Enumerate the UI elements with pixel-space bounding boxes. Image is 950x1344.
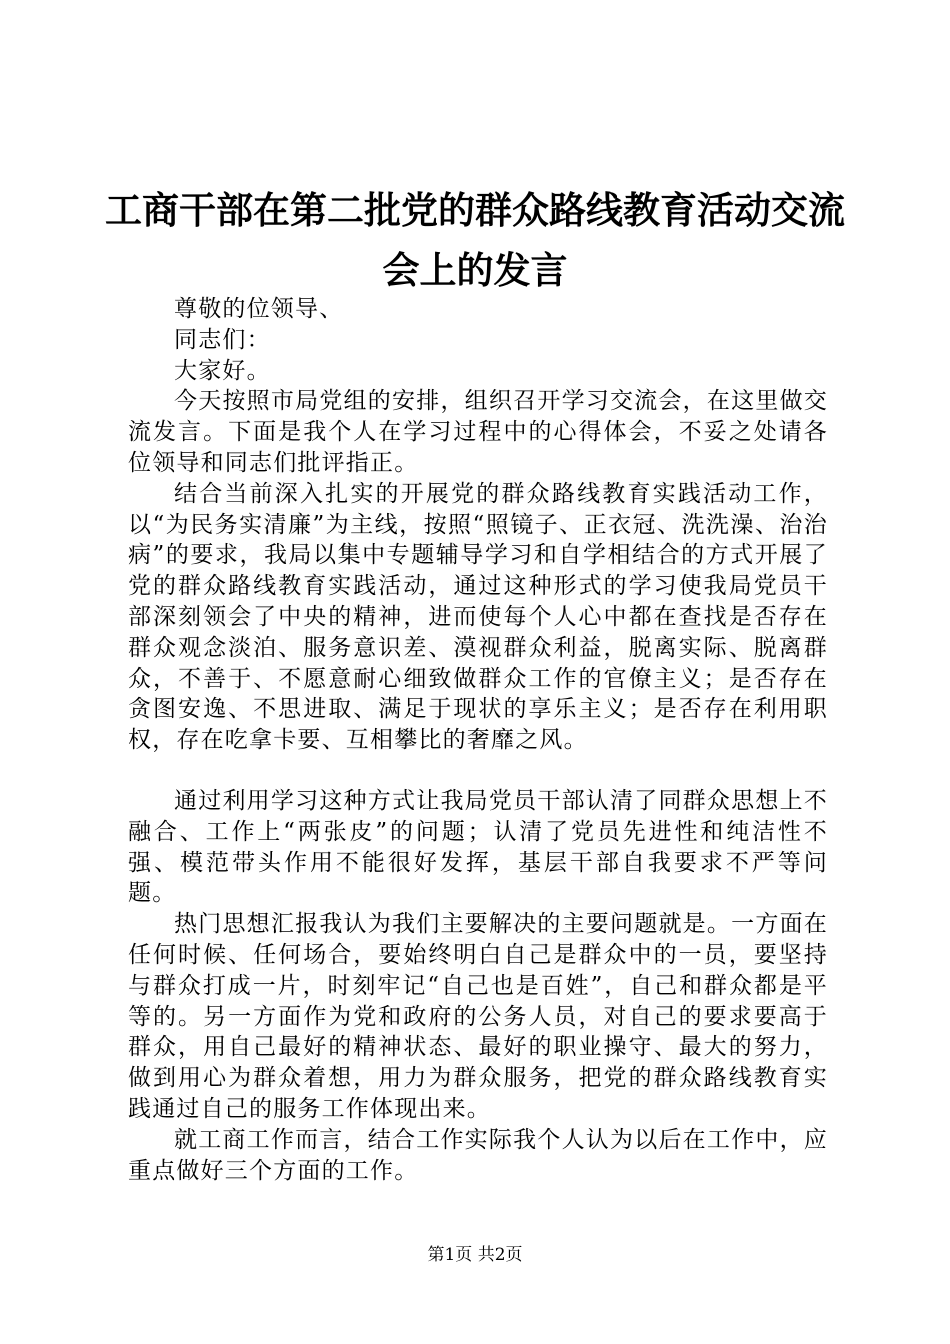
salutation-comrades: 同志们： [174, 326, 271, 353]
paragraph-intro: 今天按照市局党组的安排，组织召开学习交流会，在这里做交流发言。下面是我个人在学习过程中的心得体会，不妥之处请各位领导和同志们批评指正。 [128, 388, 828, 476]
document-title-line-2: 会上的发言 [382, 248, 568, 292]
greeting: 大家好。 [174, 357, 271, 384]
document-body [128, 294, 828, 1186]
page-number-footer: 第1页 共2页 [427, 1245, 523, 1265]
paragraph-work-focus: 就工商工作而言，结合工作实际我个人认为以后在工作中，应重点做好三个方面的工作。 [128, 1126, 828, 1184]
salutation-leaders: 尊敬的位领导、 [174, 296, 344, 322]
paragraph-key-issues: 热门思想汇报我认为我们主要解决的主要问题就是。一方面在任何时候、任何场合，要始终明白自己是群众中的一员，要坚持与群众打成一片，时刻牢记“自己也是百姓”，自己和群众都是平等的。另一方面作为党和政府的公务人员，对自己的要求要高于群众，用自己最好的精神状态、最好的职业操守、最大的努力，做到用心为群众着想，用力为群众服务，把党的群众路线教育实践通过自己的服务工作体现出来。 [128, 911, 828, 1122]
paragraph-activity: 结合当前深入扎实的开展党的群众路线教育实践活动工作，以“为民务实清廉”为主线，按照“照镜子、正衣冠、洗洗澡、治治病”的要求，我局以集中专题辅导学习和自学相结合的方式开展了党的群众路线教育实践活动，通过这种形式的学习使我局党员干部深刻领会了中央的精神，进而使每个人心中都在查找是否存在群众观念淡泊、服务意识差、漠视群众利益，脱离实际、脱离群众，不善于、不愿意耐心细致做群众工作的官僚主义；是否存在贪图安逸、不思进取、满足于现状的享乐主义；是否存在利用职权，存在吃拿卡要、互相攀比的奢靡之风。 [128, 480, 828, 754]
paragraph-problems: 通过利用学习这种方式让我局党员干部认清了同群众思想上不融合、工作上“两张皮”的问题；认清了党员先进性和纯洁性不强、模范带头作用不能很好发挥，基层干部自我要求不严等问题。 [128, 787, 828, 907]
document-title-line-1: 工商干部在第二批党的群众路线教育活动交流 [105, 188, 845, 232]
